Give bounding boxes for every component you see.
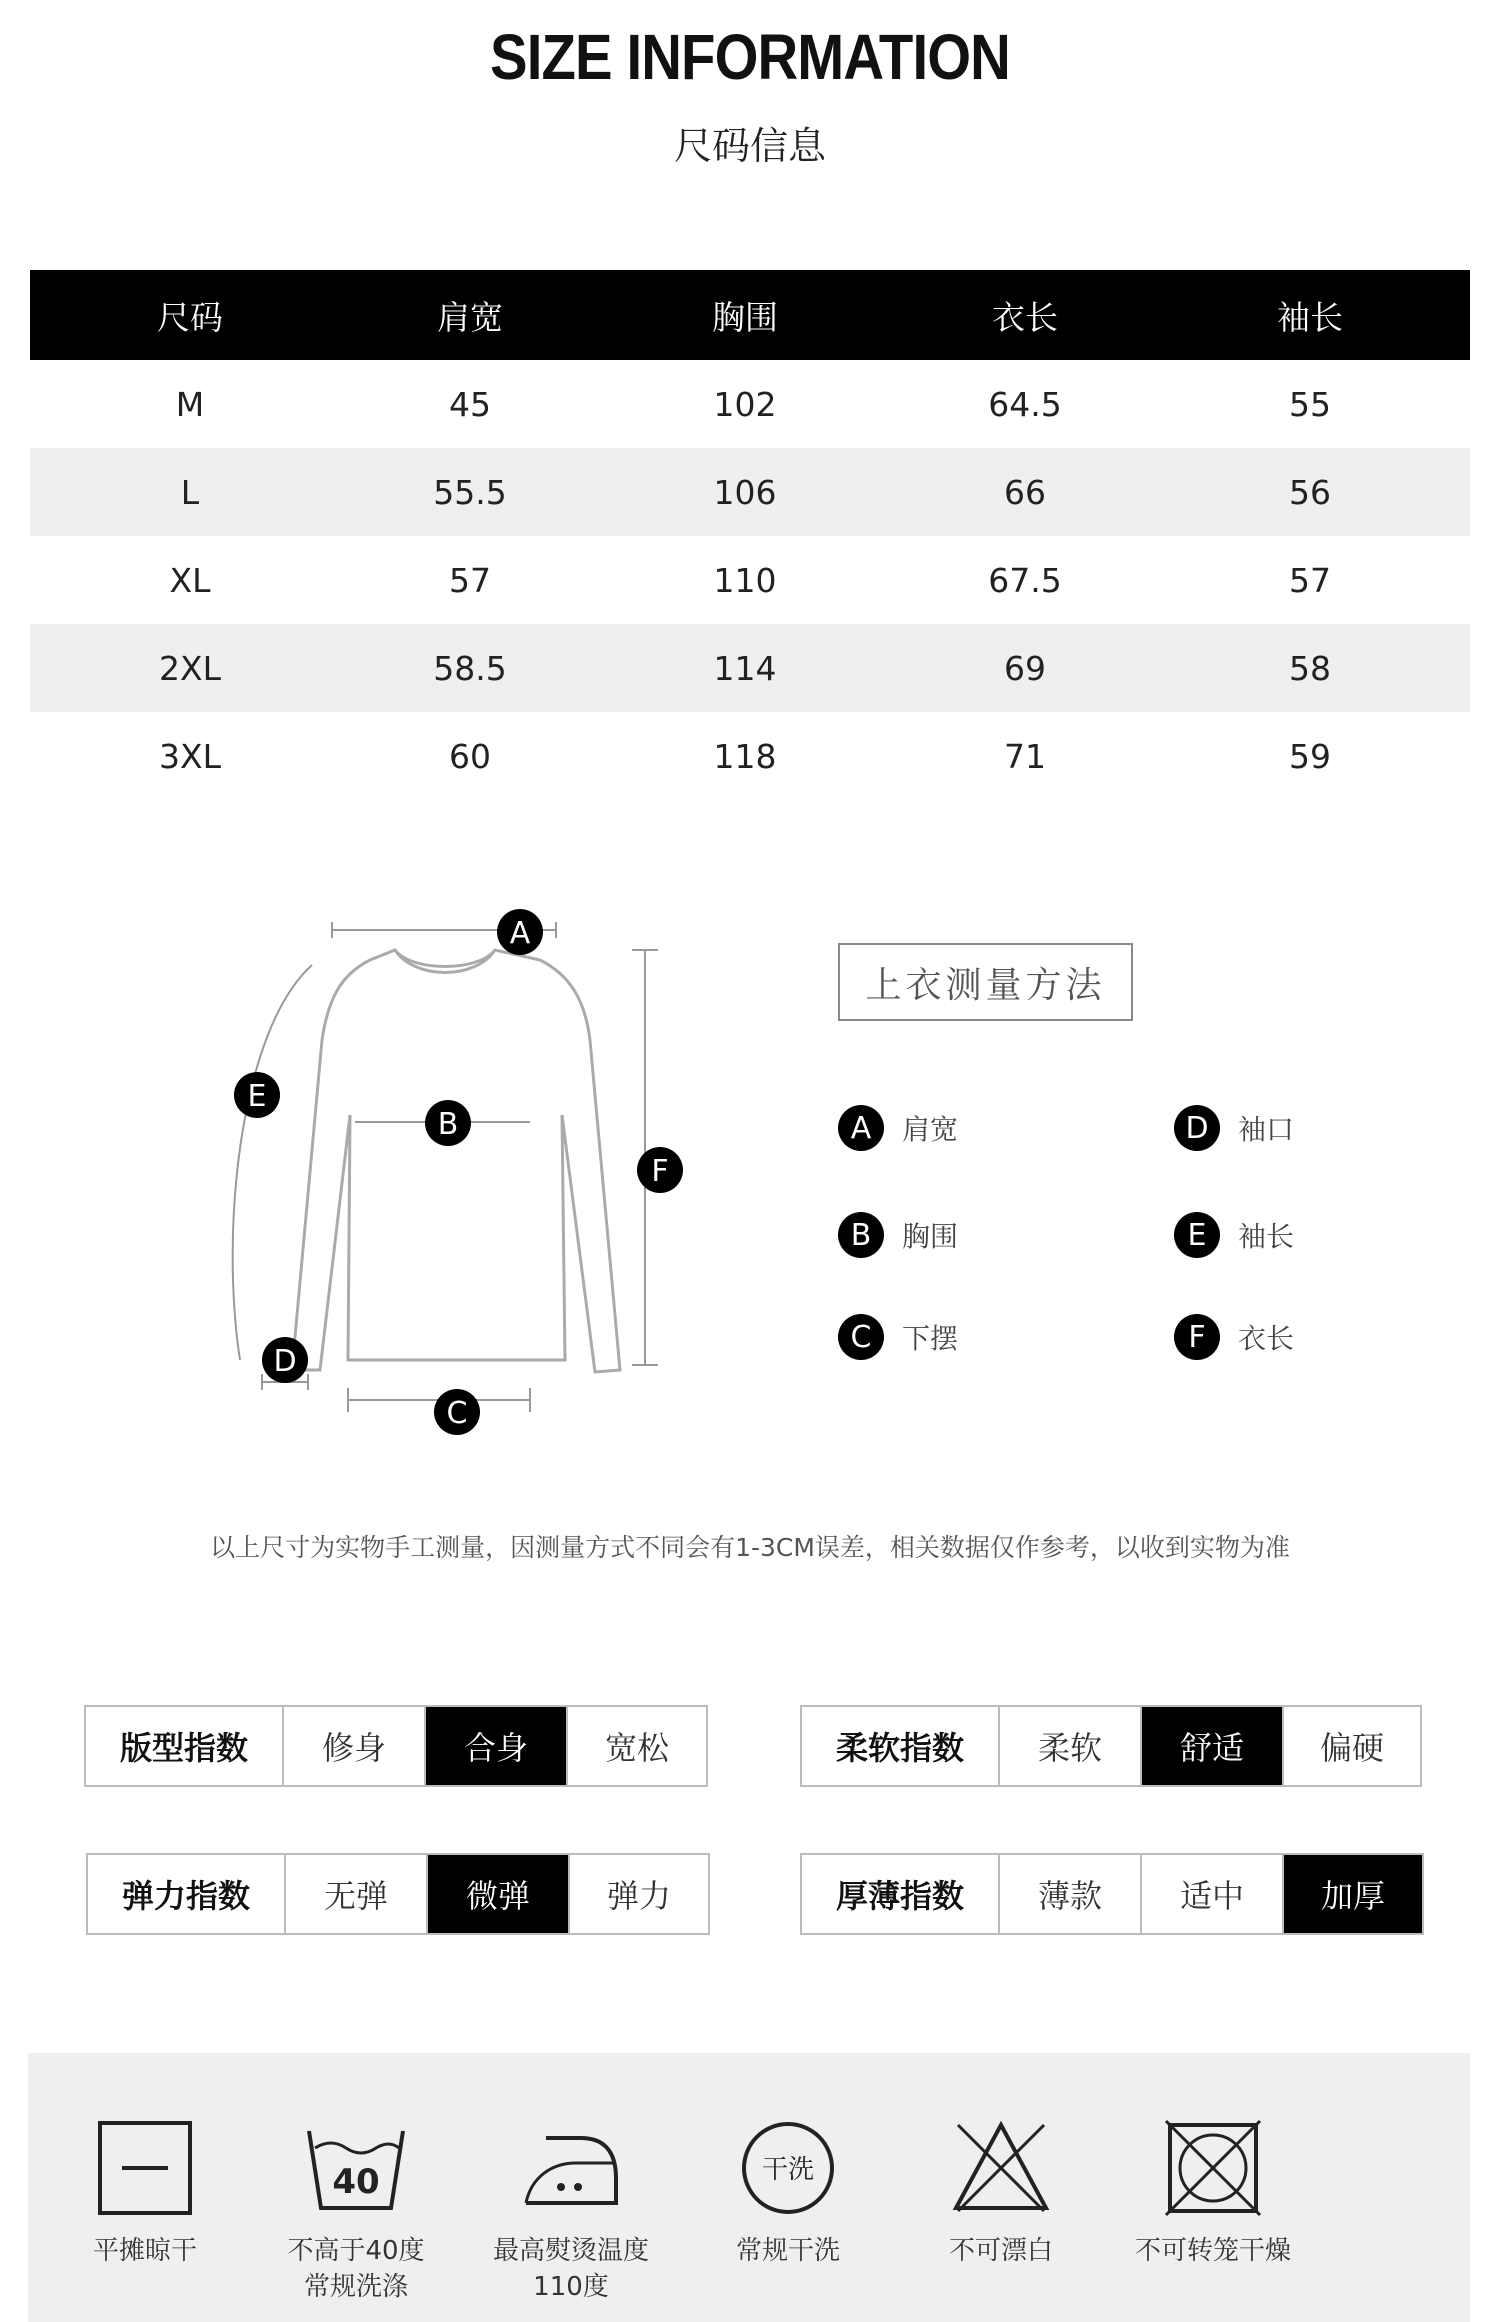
legend-label: 袖长 — [1238, 1220, 1295, 1253]
fit-index — [84, 1705, 708, 1787]
table-cell: 110 — [713, 560, 777, 600]
table-cell: 45 — [449, 384, 491, 424]
legend-label: 胸围 — [902, 1220, 959, 1253]
marker-badge: D — [1174, 1105, 1220, 1151]
svg-text:D: D — [273, 1344, 297, 1379]
sweater-measurement-diagram — [200, 880, 720, 1440]
care-instructions — [28, 2053, 1470, 2322]
table-cell: 3XL — [159, 736, 221, 776]
thickness-index — [800, 1853, 1424, 1935]
marker-e — [234, 1072, 280, 1118]
legend-item-b — [838, 1212, 958, 1258]
index-name: 柔软指数 — [835, 1729, 964, 1767]
index-option: 偏硬 — [1282, 1707, 1420, 1785]
column-header-sleeve: 袖长 — [1277, 297, 1343, 337]
dry-clean-icon — [733, 2113, 843, 2223]
legend-item-e — [1174, 1212, 1294, 1258]
table-cell: 60 — [449, 736, 491, 776]
care-item — [688, 2053, 888, 2269]
index-option-selected: 微弹 — [426, 1855, 568, 1933]
table-cell: 69 — [1004, 648, 1046, 688]
table-cell: 106 — [713, 472, 777, 512]
table-row — [30, 536, 1470, 624]
elasticity-index — [86, 1853, 710, 1935]
table-cell: 55.5 — [433, 472, 507, 512]
index-option-selected: 舒适 — [1140, 1707, 1282, 1785]
index-option: 薄款 — [998, 1855, 1140, 1933]
table-row — [30, 712, 1470, 800]
legend-label: 袖口 — [1238, 1113, 1295, 1146]
measurement-method-title: 上衣测量方法 — [838, 943, 1133, 1021]
legend-label: 下摆 — [902, 1322, 959, 1355]
care-label: 最高熨烫温度 — [492, 2236, 649, 2266]
table-cell: 59 — [1289, 736, 1331, 776]
care-item — [471, 2053, 671, 2305]
table-row — [30, 624, 1470, 712]
table-cell: 64.5 — [988, 384, 1062, 424]
index-name: 版型指数 — [119, 1729, 248, 1767]
table-cell: 55 — [1289, 384, 1331, 424]
table-cell: 58.5 — [433, 648, 507, 688]
marker-d — [262, 1337, 308, 1383]
care-label: 常规干洗 — [735, 2236, 840, 2266]
marker-f — [637, 1147, 683, 1193]
no-tumble-dry-icon — [1158, 2113, 1268, 2223]
table-cell: 58 — [1289, 648, 1331, 688]
svg-text:B: B — [437, 1107, 459, 1142]
care-label: 不可转笼干燥 — [1134, 2236, 1291, 2266]
care-item — [256, 2053, 456, 2305]
table-cell: 2XL — [159, 648, 221, 688]
index-option: 宽松 — [566, 1707, 706, 1785]
legend-item-d — [1174, 1105, 1294, 1151]
care-item — [901, 2053, 1101, 2269]
marker-b — [425, 1100, 471, 1146]
measurement-note: 以上尺寸为实物手工测量，因测量方式不同会有1-3CM误差，相关数据仅作参考，以收到实物为准 — [210, 1533, 1290, 1562]
marker-badge: E — [1174, 1212, 1220, 1258]
index-option: 适中 — [1140, 1855, 1282, 1933]
index-name: 弹力指数 — [121, 1877, 250, 1915]
marker-badge: F — [1174, 1314, 1220, 1360]
care-label: 110度 — [533, 2272, 609, 2302]
table-row — [30, 448, 1470, 536]
legend-label: 肩宽 — [902, 1113, 959, 1146]
iron-icon — [516, 2113, 626, 2223]
column-header-size: 尺码 — [157, 297, 223, 337]
table-cell: 118 — [713, 736, 777, 776]
care-label: 不高于40度 — [287, 2236, 425, 2266]
table-cell: 56 — [1289, 472, 1331, 512]
marker-badge: A — [838, 1105, 884, 1151]
svg-text:干洗: 干洗 — [761, 2155, 815, 2185]
table-cell: M — [175, 384, 205, 424]
index-option-selected: 加厚 — [1282, 1855, 1422, 1933]
wash-40-icon — [301, 2113, 411, 2223]
no-bleach-icon — [946, 2113, 1056, 2223]
table-cell: 114 — [713, 648, 777, 688]
table-cell: XL — [169, 560, 211, 600]
table-cell: 57 — [1289, 560, 1331, 600]
table-cell: 102 — [713, 384, 777, 424]
marker-badge: C — [838, 1314, 884, 1360]
care-item — [45, 2053, 245, 2269]
index-option-selected: 合身 — [424, 1707, 566, 1785]
marker-c — [434, 1389, 480, 1435]
svg-text:40: 40 — [332, 2162, 380, 2202]
softness-index — [800, 1705, 1422, 1787]
size-table-header — [30, 270, 1470, 360]
page-subtitle: 尺码信息 — [673, 124, 826, 168]
size-table — [30, 270, 1470, 800]
legend-item-c — [838, 1314, 958, 1360]
care-label: 平摊晾干 — [92, 2236, 197, 2266]
legend-item-f — [1174, 1314, 1294, 1360]
index-name: 厚薄指数 — [835, 1877, 964, 1915]
care-item — [1113, 2053, 1313, 2269]
legend-label: 衣长 — [1238, 1322, 1295, 1355]
page-title: SIZE INFORMATION — [490, 21, 1010, 93]
table-cell: L — [180, 472, 200, 512]
table-cell: 66 — [1004, 472, 1046, 512]
marker-badge: B — [838, 1212, 884, 1258]
flat-dry-icon — [90, 2113, 200, 2223]
svg-text:E: E — [247, 1079, 267, 1114]
table-cell: 57 — [449, 560, 491, 600]
index-option: 柔软 — [998, 1707, 1140, 1785]
index-option: 无弹 — [284, 1855, 426, 1933]
column-header-chest: 胸围 — [712, 297, 778, 337]
index-option: 修身 — [282, 1707, 424, 1785]
table-cell: 67.5 — [988, 560, 1062, 600]
svg-text:F: F — [651, 1154, 669, 1189]
svg-text:A: A — [509, 916, 531, 951]
column-header-length: 衣长 — [992, 297, 1058, 337]
table-row — [30, 360, 1470, 448]
care-label: 常规洗涤 — [303, 2272, 408, 2302]
table-cell: 71 — [1004, 736, 1046, 776]
column-header-shoulder: 肩宽 — [437, 297, 503, 337]
care-label: 不可漂白 — [948, 2236, 1053, 2266]
marker-a — [497, 909, 543, 955]
legend-item-a — [838, 1105, 958, 1151]
svg-text:C: C — [446, 1396, 468, 1431]
index-option: 弹力 — [568, 1855, 708, 1933]
